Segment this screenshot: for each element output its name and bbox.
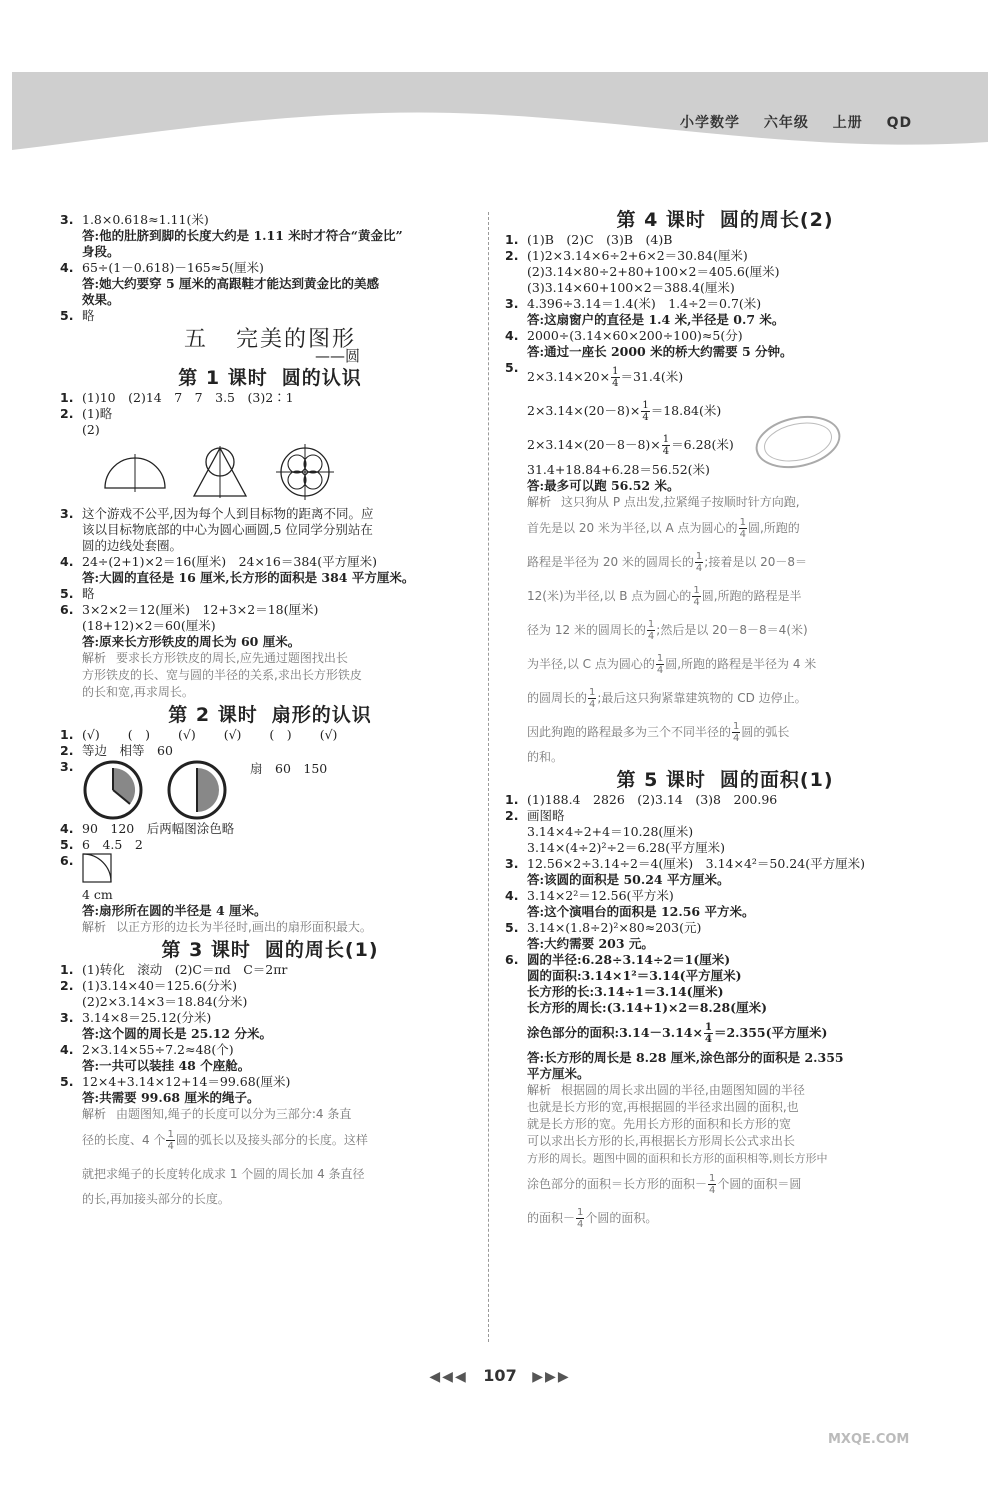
stamp-icon xyxy=(752,412,844,472)
l2-analysis: 解析 以正方形的边长为半径时,画出的扇形面积最大。 xyxy=(82,920,372,934)
l3-item-5: 5. 12×4+3.14×12+14＝99.68(厘米) 答:共需要 99.68 厘米的绳子。 xyxy=(60,1074,291,1105)
l4-analysis: 解析 这只狗从 P 点出发,拉紧绳子按顺时针方向跑, 首先是以 20 米为半径,以 A 点为圆心的 $\frac{1}{4}$ 圆,所跑的 路程是半径为 20 米的圆周长的 $\frac{1}{4}$ ;接着是以 20－8＝ 12(米)为半径,以 B 点为圆心的 $\frac{1}{4}$ 圆,所跑的路程是半 径为 12 米的圆周长的 $\frac{1}{4}$ ;然后是以 20－8－8＝4(米) 为半径,以 C 点为圆心的 $\frac{1}{4}$ 圆,所跑的路程是半径为 4 米 的圆周长的 $\frac{1}{4}$ ;最后这只狗紧靠建筑物的 CD 边停止。 因此狗跑的路程最多为三个不同半径的 $\frac{1}{4}$ 圆的弧长 的和。 xyxy=(527,495,817,764)
lesson-3-title: 第 3 课时 圆的周长(1) xyxy=(161,939,379,961)
page-footer xyxy=(0,1366,1000,1385)
l4-item-2: 2. (1)2×3.14×6÷2+6×2＝30.84(厘米) (2)3.14×80÷2+80+100×2＝405.6(厘米) (3)3.14×60+100×2＝388.4(厘米) xyxy=(505,248,780,295)
next-arrows-icon: ▶▶▶ xyxy=(532,1369,571,1385)
l2-item-2: 2. 等边 相等 60 xyxy=(60,743,173,758)
l5-item-4: 4. 3.14×2²＝12.56(平方米) 答:这个演唱台的面积是 12.56 平方米。 xyxy=(505,888,755,919)
prev-item-5: 5. 略 xyxy=(60,308,95,323)
l5-item-1: 1. (1)188.4 2826 (2)3.14 (3)8 200.96 xyxy=(505,792,778,807)
l3-analysis: 解析 由题图知,绳子的长度可以分为三部分:4 条直 径的长度、4 个 $\frac{1}{4}$ 圆的弧长以及接头部分的长度。这样 就把求绳子的长度转化成求 1 个圆的周长加 4 条直径 的长,再加接头部分的长度。 xyxy=(82,1107,368,1206)
header-info xyxy=(680,112,930,132)
unit-title: 五 完美的图形 xyxy=(183,327,357,352)
l1-item-1: 1. (1)10 (2)14 7 7 3.5 (3)2∶1 xyxy=(60,390,294,405)
l5-item-2: 2. 画图略 3.14×4÷2+4＝10.28(厘米) 3.14×(4÷2)²÷2＝6.28(平方厘米) xyxy=(505,808,725,855)
clock-icon xyxy=(82,759,144,821)
l5-item-3: 3. 12.56×2÷3.14÷2＝4(厘米) 3.14×4²＝50.24(平方厘米) 答:该圆的面积是 50.24 平方厘米。 xyxy=(505,856,865,887)
l3-item-3: 3. 3.14×8＝25.12(分米) 答:这个圆的周长是 25.12 分米。 xyxy=(60,1010,272,1041)
l1-item-6: 6. 3×2×2＝12(厘米) 12+3×2＝18(厘米) (18+12)×2＝60(厘米) 答:原来长方形铁皮的周长为 60 厘米。 xyxy=(60,602,319,649)
header-grade: 六年级 xyxy=(763,115,809,131)
l3-item-2: 2. (1)3.14×40＝125.6(分米) (2)2×3.14×3＝18.84(分米) xyxy=(60,978,248,1009)
l3-item-4: 4. 2×3.14×55÷7.2≈48(个) 答:一共可以装挂 48 个座舱。 xyxy=(60,1042,251,1073)
lesson-4-title: 第 4 课时 圆的周长(2) xyxy=(616,209,834,231)
l4-item-5: 5. 2×3.14×20× $\frac{1}{4}$ ＝31.4(米) 2×3.14×(20－8)× $\frac{1}{4}$ ＝18.84(米) 2×3.14×(20－8－8)× $\frac{1}{4}$ ＝6.28(米) 31.4+18.84+6.28＝56.52(米) 答:最多可以跑 56.52 米。 xyxy=(505,360,734,493)
semicircle-figure xyxy=(100,450,170,494)
watermark-logo: MXQE.COM xyxy=(828,1432,910,1447)
l4-item-3: 3. 4.396÷3.14＝1.4(米) 1.4÷2＝0.7(米) 答:这扇窗户的直径是 1.4 米,半径是 0.7 米。 xyxy=(505,296,785,327)
l2-item-1: 1. (√) ( ) (√) (√) ( ) (√) xyxy=(60,727,338,742)
l1-analysis: 解析 要求长方形铁皮的周长,应先通过题图找出长 方形铁皮的长、宽与圆的半径的关系,求出长方形铁皮 的长和宽,再求周长。 xyxy=(82,651,362,699)
left-column xyxy=(60,212,480,1208)
l3-item-1: 1. (1)转化 滚动 (2)C＝πd C＝2πr xyxy=(60,962,288,977)
l2-item-4: 4. 90 120 后两幅图涂色略 xyxy=(60,821,235,836)
l2-item-3: 3. 扇 60 150 xyxy=(60,759,480,821)
square-sector-figure xyxy=(82,853,112,883)
header-subject: 小学数学 xyxy=(680,115,740,131)
lesson-5-title: 第 5 课时 圆的面积(1) xyxy=(616,769,834,791)
l1-item-3: 3. 这个游戏不公平,因为每个人到目标物的距离不同。应 该以目标物底部的中心为圆心画圆,5 位同学分别站在 圆的边线处套圈。 xyxy=(60,506,374,553)
l5-item-6: 6. 圆的半径:6.28÷3.14÷2＝1(厘米) 圆的面积:3.14×1²＝3.14(平方厘米) 长方形的长:3.14÷1＝3.14(厘米) 长方形的周长:(3.14+1)×2＝8.28(厘米) 涂色部分的面积:3.14－3.14× $\frac{1}{4}$ ＝2.355(平方厘米) 答:长方形的周长是 8.28 厘米,涂色部分的面积是 2.355 平方厘米。 xyxy=(505,952,844,1081)
triangle-circle-figure xyxy=(190,444,250,500)
clock-icon xyxy=(166,759,228,821)
l5-analysis: 解析 根据圆的周长求出圆的半径,由题图知圆的半径 也就是长方形的宽,再根据圆的半径求出圆的面积,也 就是长方形的宽。先用长方形的面积和长方形的宽 可以求出长方形的长,再根据长方形周长公式求出长 方形的周长。题图中圆的面积和长方形的面积相等,则长方形中 涂色部分的面积＝长方形的面积－ $\frac{1}{4}$ 个圆的面积＝圆 的面积－ $\frac{1}{4}$ 个圆的面积。 xyxy=(527,1083,828,1230)
header-volume: 上册 xyxy=(832,115,863,131)
l4-item-4: 4. 2000÷(3.14×60×200÷100)≈5(分) 答:通过一座长 2000 米的桥大约需要 5 分钟。 xyxy=(505,328,793,359)
prev-item-3: 3. 1.8×0.618≈1.11(米) 答:他的肚脐到脚的长度大约是 1.11 米时才符合“黄金比” 身段。 xyxy=(60,212,403,259)
lesson-2-title: 第 2 课时 扇形的认识 xyxy=(168,704,372,726)
right-column xyxy=(505,209,945,1235)
prev-arrows-icon: ◀◀◀ xyxy=(429,1369,468,1385)
unit-subtitle: ——圆 xyxy=(314,347,360,365)
header-edition: QD xyxy=(886,115,913,131)
l5-item-5: 5. 3.14×(1.8÷2)²×80≈203(元) 答:大约需要 203 元。 xyxy=(505,920,702,951)
l1-item-4: 4. 24÷(2+1)×2＝16(厘米) 24×16＝384(平方厘米) 答:大圆的直径是 16 厘米,长方形的面积是 384 平方厘米。 xyxy=(60,554,415,585)
prev-item-4: 4. 65÷(1－0.618)－165≈5(厘米) 答:她大约要穿 5 厘米的高跟鞋才能达到黄金比的美感 效果。 xyxy=(60,260,380,307)
l1-item-5: 5. 略 xyxy=(60,586,95,601)
l2-item-5: 5. 6 4.5 2 xyxy=(60,837,143,852)
l1-item-2: 2. (1)略 (2) xyxy=(60,406,113,437)
l1-figures xyxy=(60,442,480,502)
page-number: 107 xyxy=(483,1366,517,1385)
column-divider xyxy=(488,212,489,1342)
four-circles-figure xyxy=(270,442,340,502)
l4-item-1: 1. (1)B (2)C (3)B (4)B xyxy=(505,232,673,247)
lesson-1-title: 第 1 课时 圆的认识 xyxy=(178,367,362,389)
l2-item-6: 6. 4 cm 答:扇形所在圆的半径是 4 厘米。 xyxy=(60,853,267,918)
